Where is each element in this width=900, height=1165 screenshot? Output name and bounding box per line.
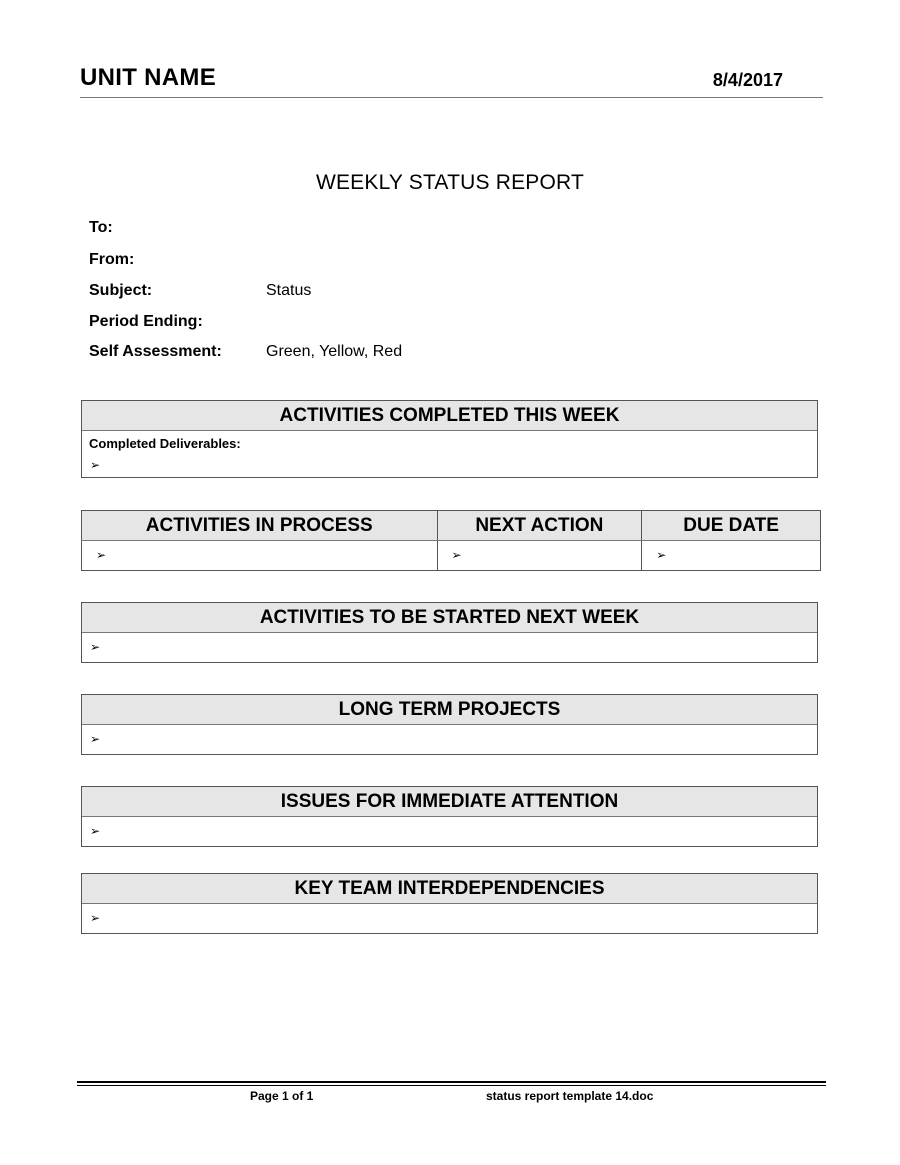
arrow-bullet-icon: ➢ bbox=[90, 732, 101, 746]
section-body bbox=[82, 633, 817, 662]
section-body bbox=[82, 904, 817, 933]
arrow-bullet-icon: ➢ bbox=[451, 548, 462, 562]
unit-name: UNIT NAME bbox=[80, 64, 217, 91]
footer-divider bbox=[77, 1081, 826, 1083]
field-period-ending bbox=[89, 313, 689, 335]
field-self-assessment bbox=[89, 343, 689, 365]
footer-filename: status report template 14.doc bbox=[486, 1089, 654, 1103]
section-activities-completed bbox=[81, 400, 818, 478]
field-label: From: bbox=[89, 251, 135, 268]
field-from bbox=[89, 251, 689, 273]
arrow-bullet-icon: ➢ bbox=[90, 458, 101, 472]
arrow-bullet-icon: ➢ bbox=[90, 911, 101, 925]
table-cell bbox=[642, 541, 821, 571]
section-long-term-projects bbox=[81, 694, 818, 755]
field-value: Status bbox=[266, 282, 312, 299]
section-body bbox=[82, 817, 817, 846]
section-heading: ACTIVITIES TO BE STARTED NEXT WEEK bbox=[82, 603, 817, 633]
header-date: 8/4/2017 bbox=[712, 70, 783, 90]
section-activities-next-week bbox=[81, 602, 818, 663]
footer-page-number: Page 1 of 1 bbox=[250, 1089, 314, 1103]
column-header-due-date: DUE DATE bbox=[642, 511, 821, 541]
field-to bbox=[89, 219, 689, 241]
completed-deliverables-label: Completed Deliverables: bbox=[89, 436, 241, 451]
field-label: To: bbox=[89, 219, 113, 236]
section-issues bbox=[81, 786, 818, 847]
section-heading: LONG TERM PROJECTS bbox=[82, 695, 817, 725]
arrow-bullet-icon: ➢ bbox=[656, 548, 667, 562]
field-label: Subject: bbox=[89, 282, 153, 299]
table-header-row bbox=[82, 511, 821, 541]
document-header bbox=[80, 64, 823, 98]
table-row bbox=[82, 541, 821, 571]
column-header-activities-in-process: ACTIVITIES IN PROCESS bbox=[82, 511, 438, 541]
section-heading: KEY TEAM INTERDEPENDENCIES bbox=[82, 874, 817, 904]
section-key-team-interdependencies bbox=[81, 873, 818, 934]
field-label: Self Assessment: bbox=[89, 343, 222, 360]
section-body bbox=[82, 431, 817, 478]
activities-in-process-table bbox=[81, 510, 821, 571]
field-subject bbox=[89, 282, 689, 304]
report-title: WEEKLY STATUS REPORT bbox=[315, 171, 585, 194]
arrow-bullet-icon: ➢ bbox=[96, 548, 107, 562]
section-heading: ACTIVITIES COMPLETED THIS WEEK bbox=[82, 401, 817, 431]
table-cell bbox=[82, 541, 438, 571]
field-label: Period Ending: bbox=[89, 313, 203, 330]
section-body bbox=[82, 725, 817, 754]
table-cell bbox=[437, 541, 642, 571]
field-value: Green, Yellow, Red bbox=[266, 343, 403, 360]
arrow-bullet-icon: ➢ bbox=[90, 824, 101, 838]
arrow-bullet-icon: ➢ bbox=[90, 640, 101, 654]
section-heading: ISSUES FOR IMMEDIATE ATTENTION bbox=[82, 787, 817, 817]
footer-divider bbox=[77, 1085, 826, 1086]
column-header-next-action: NEXT ACTION bbox=[437, 511, 642, 541]
